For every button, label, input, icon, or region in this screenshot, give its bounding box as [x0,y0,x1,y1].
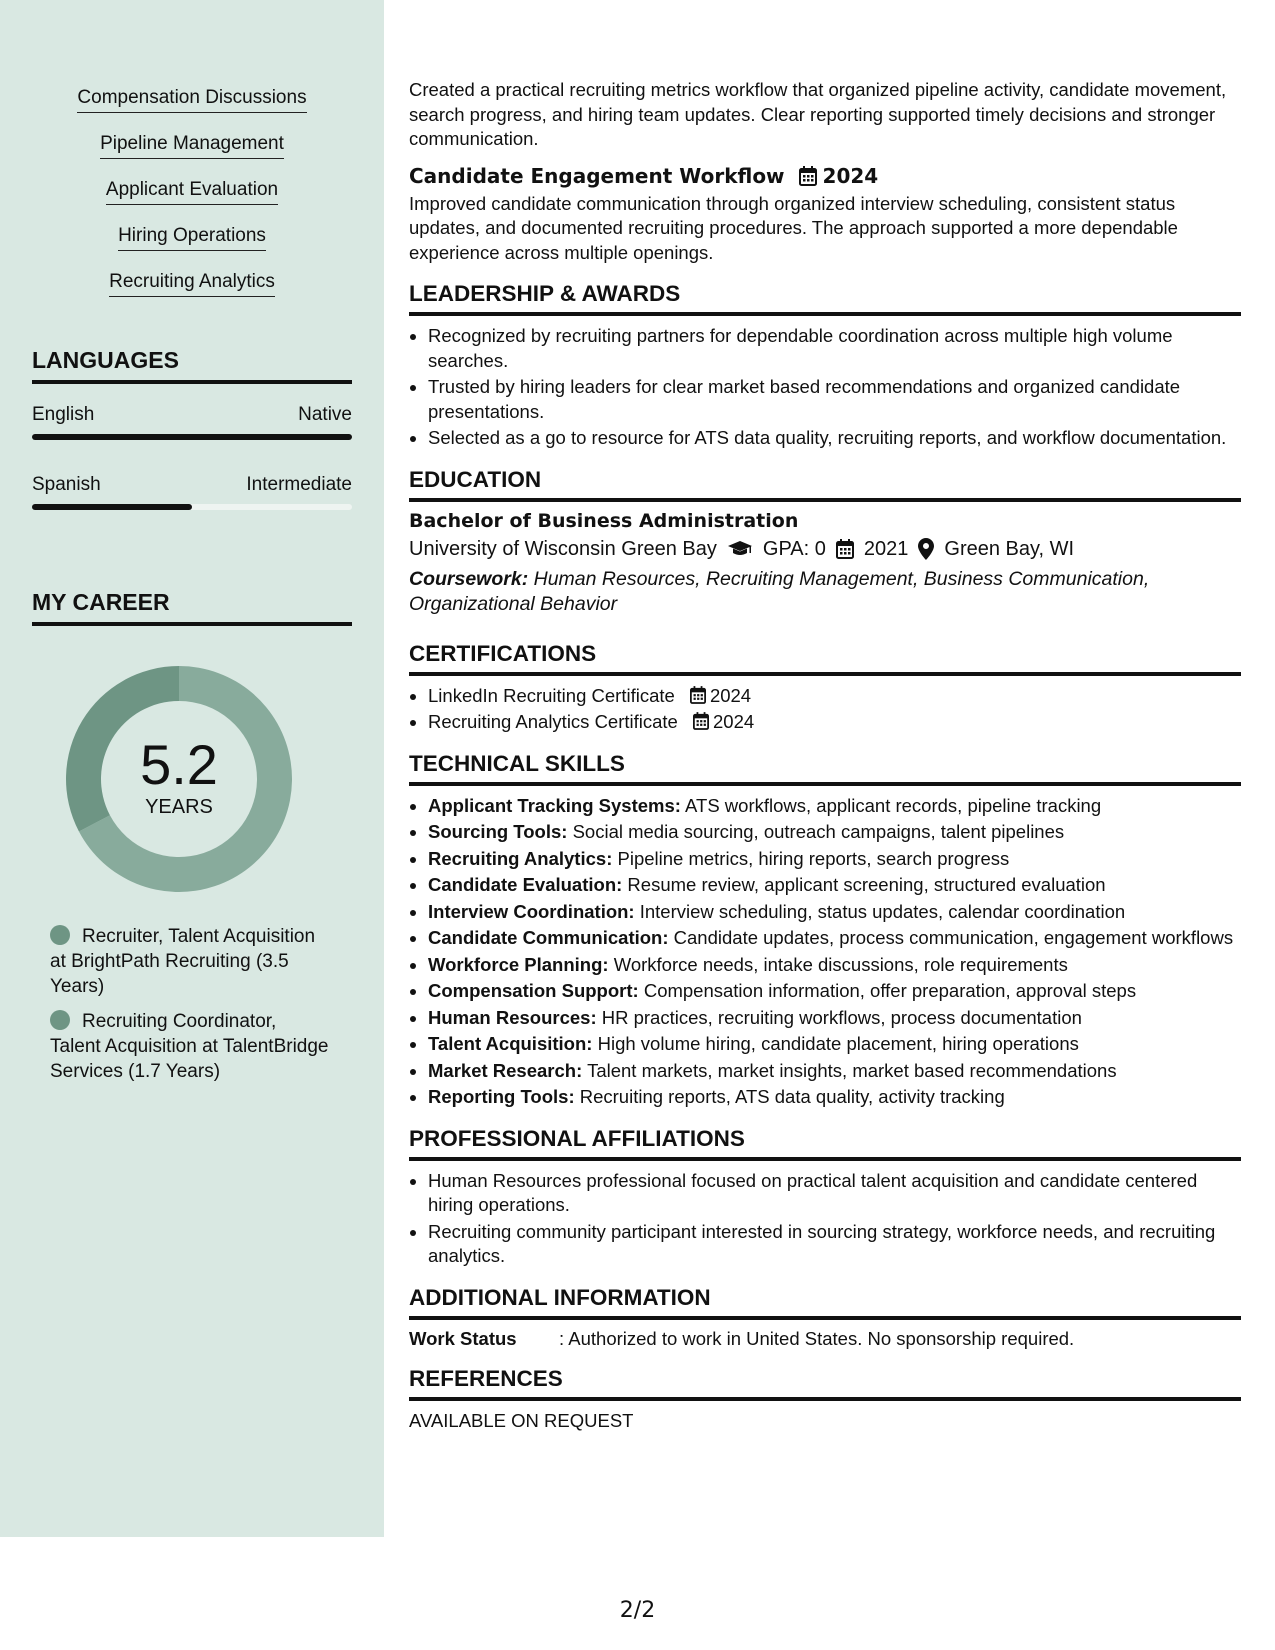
degree-title: Bachelor of Business Administration [409,509,799,532]
career-item-text: Recruiter, Talent Acquisition at BrightPath Recruiting (3.5 Years) [50,926,316,997]
language-name: Spanish [32,474,101,495]
skill-tag: Applicant Evaluation [106,178,278,205]
work-status-row [409,1328,1241,1350]
graduation-year: 2021 [863,537,909,560]
sidebar [0,0,384,1537]
graduation-cap-icon [727,540,753,558]
skill-label: Applicant Tracking Systems: [428,794,681,816]
certification-name: LinkedIn Recruiting Certificate [428,684,675,706]
list-item [428,953,1241,978]
coursework-label: Coursework: [409,567,529,590]
work-status-label: Work Status [409,1327,517,1349]
skill-label: Candidate Communication: [428,927,669,948]
list-item [428,900,1241,925]
skill-value: Compensation information, offer preparation, approval steps [643,980,1137,1001]
legend-dot [50,925,70,945]
calendar-icon [836,539,854,559]
skill-label: Market Research: [428,1059,583,1081]
skill-label: Candidate Evaluation: [428,874,623,895]
career-item [50,1009,330,1084]
additional-info-heading: ADDITIONAL INFORMATION [409,1285,1241,1320]
skill-value: Pipeline metrics, hiring reports, search progress [617,847,1010,869]
list-item [428,1032,1241,1057]
career-total [66,735,292,819]
skill-value: Candidate updates, process communication, engagement workflows [673,927,1234,948]
calendar-icon [799,166,817,186]
list-item [428,794,1241,819]
list-item [428,820,1241,845]
skill-label: Compensation Support: [428,980,639,1001]
main-content [409,78,1241,1433]
work-status-value: : Authorized to work in United States. No sponsorship required. [559,1327,1075,1349]
skill-value: Social media sourcing, outreach campaigns, talent pipelines [572,821,1065,842]
language-name: English [32,404,95,425]
project-title: Candidate Engagement Workflow [409,163,785,188]
page-number: 2/2 [619,1598,656,1623]
intro-paragraph: Created a practical recruiting metrics workflow that organized pipeline activity, candidate movement, search progress, and hiring team updates. Clear reporting supported timely decisions and stronger communication. [409,79,1227,149]
list-item [428,1085,1241,1110]
list-item [428,926,1241,951]
skill-value: Workforce needs, intake discussions, role requirements [613,953,1068,975]
technical-skills-heading: TECHNICAL SKILLS [409,751,1241,786]
leadership-list [409,324,1241,451]
language-row [32,404,352,426]
skill-value: ATS workflows, applicant records, pipeline tracking [685,794,1102,816]
career-total-value: 5.2 [140,733,218,796]
list-item [428,1059,1241,1084]
language-level: Intermediate [246,474,352,495]
language-proficiency-fill [32,504,192,510]
list-item: • Human Resources professional focused on practical talent acquisition and candidate centered hiring operations. [428,1169,1241,1218]
skill-value: High volume hiring, candidate placement, hiring operations [597,1033,1079,1054]
skill-value: Recruiting reports, ATS data quality, activity tracking [579,1086,1005,1107]
list-item [428,684,1241,709]
skill-tag: Compensation Discussions [77,86,306,113]
location-pin-icon [918,538,934,560]
language-proficiency-bar [32,434,352,440]
list-item: • Recognized by recruiting partners for dependable coordination across multiple high volume searches. [428,324,1241,373]
education-details [409,538,1241,561]
skill-label: Sourcing Tools: [428,821,568,842]
leadership-heading: LEADERSHIP & AWARDS [409,281,1241,316]
references-heading: REFERENCES [409,1366,1241,1401]
skill-label: Reporting Tools: [428,1086,575,1107]
career-heading: MY CAREER [32,589,352,626]
skill-value: Interview scheduling, status updates, calendar coordination [639,900,1126,922]
language-proficiency-fill [32,434,352,440]
school-name: University of Wisconsin Green Bay [409,537,717,560]
list-item: • Selected as a go to resource for ATS data quality, recruiting reports, and workflow documentation. [428,426,1241,451]
skill-label: Interview Coordination: [428,900,635,922]
gpa: GPA: 0 [762,537,826,560]
skill-label: Workforce Planning: [428,953,609,975]
list-item [428,873,1241,898]
school-location: Green Bay, WI [944,537,1075,560]
language-level: Native [298,404,352,425]
project-description: Improved candidate communication through organized interview scheduling, consistent status updates, and documented recruiting procedures. The approach supported a more dependable experience across multiple openings. [409,192,1178,263]
skill-tag-list [0,86,384,316]
skill-value: Talent markets, market insights, market based recommendations [587,1059,1117,1081]
career-item-text: Recruiting Coordinator, Talent Acquisition at TalentBridge Services (1.7 Years) [50,1011,329,1082]
certification-year: 2024 [713,711,755,732]
language-proficiency-bar [32,504,352,510]
calendar-icon [693,712,709,730]
list-item: • Recruiting community participant interested in sourcing strategy, workforce needs, and recruiting analytics. [428,1220,1241,1269]
coursework-list: Human Resources, Recruiting Management, Business Communication, Organizational Behavior [409,567,1150,615]
list-item [428,979,1241,1004]
project-year: 2024 [822,163,879,188]
references-text: AVAILABLE ON REQUEST [409,1409,634,1431]
languages-heading: LANGUAGES [32,347,352,384]
affiliations-list [409,1169,1241,1269]
skill-tag: Recruiting Analytics [109,270,275,297]
list-item [428,847,1241,872]
calendar-icon [690,686,706,704]
list-item [428,710,1241,735]
list-item: • Trusted by hiring leaders for clear market based recommendations and organized candidate presentations. [428,375,1241,424]
skill-label: Human Resources: [428,1006,597,1028]
career-total-unit: YEARS [145,796,213,818]
list-item [428,1006,1241,1031]
project-heading [409,164,1241,188]
certification-name: Recruiting Analytics Certificate [428,711,678,732]
career-item [50,924,330,999]
certification-year: 2024 [709,684,752,706]
education-heading: EDUCATION [409,467,1241,502]
career-list [50,924,330,1094]
skill-label: Recruiting Analytics: [428,847,613,869]
legend-dot [50,1010,70,1030]
skill-value: HR practices, recruiting workflows, process documentation [601,1006,1082,1028]
certifications-heading: CERTIFICATIONS [409,641,1241,676]
certifications-list [409,684,1241,735]
technical-skills-list [409,794,1241,1110]
affiliations-heading: PROFESSIONAL AFFILIATIONS [409,1126,1241,1161]
language-row [32,474,352,496]
coursework [409,567,1241,617]
skill-tag: Hiring Operations [118,224,266,251]
skill-tag: Pipeline Management [100,132,284,159]
skill-label: Talent Acquisition: [428,1033,593,1054]
skill-value: Resume review, applicant screening, structured evaluation [627,874,1106,895]
